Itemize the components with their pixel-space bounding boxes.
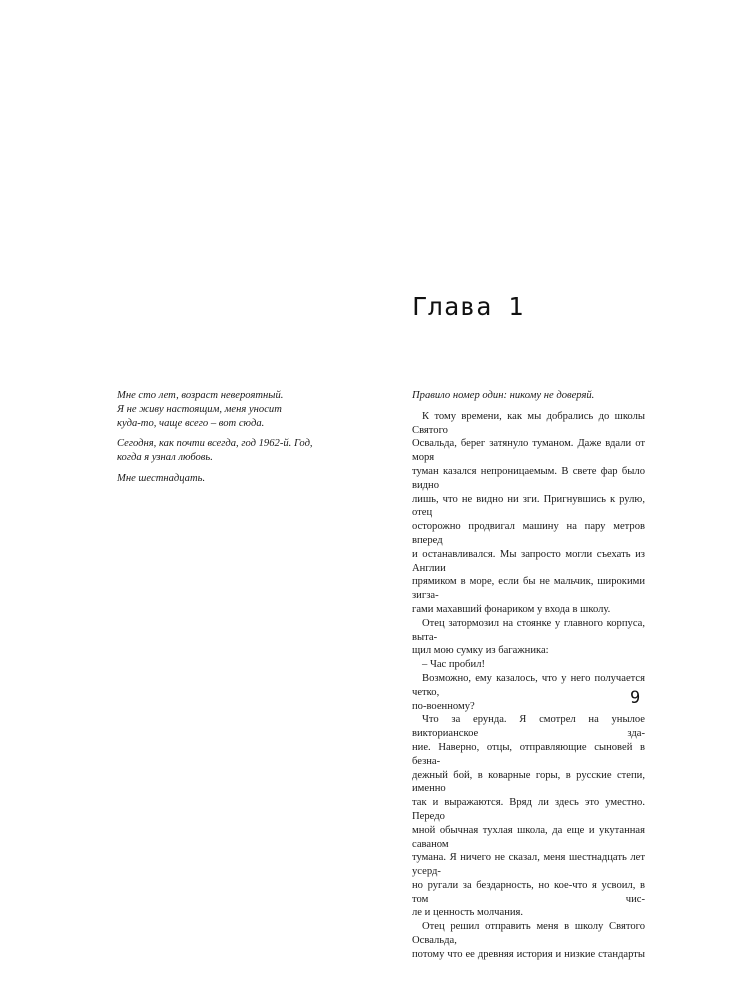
body-paragraph (412, 410, 645, 617)
right-column-body (412, 389, 645, 962)
text-line: потому что ее древняя история и низкие стандарты (412, 948, 645, 960)
text-line: мной обычная тухлая школа, да еще и укутанная саваном (412, 824, 645, 850)
text-line: прямиком в море, если бы не мальчик, широкими зигза- (412, 576, 645, 602)
text-line: ние. Наверно, отцы, отправляющие сыновей в безна- (412, 741, 645, 767)
body-paragraph (412, 920, 645, 961)
text-line: по-военному? (412, 700, 475, 712)
text-line: Мне шестнадцать. (117, 472, 206, 484)
intro-paragraph (117, 437, 332, 465)
body-paragraph (412, 658, 645, 672)
epigraph: Правило номер один: никому не доверяй. (412, 390, 595, 401)
left-column-intro (117, 389, 332, 493)
text-line: Мне сто лет, возраст невероятный. (117, 390, 284, 401)
text-line: но ругали за бездарность, но кое-что я усвоил, в том чис- (412, 879, 645, 905)
text-line: тумана. Я ничего не сказал, меня шестнадцать лет усерд- (412, 852, 645, 878)
text-line: когда я узнал любовь. (117, 452, 213, 464)
text-line: и останавливался. Мы запросто могли съехать из Англии (412, 548, 645, 574)
text-line: лишь, что не видно ни зги. Пригнувшись к рулю, отец (412, 493, 645, 519)
text-line: дежный бой, в коварные горы, в русские степи, именно (412, 769, 645, 795)
text-line: Отец решил отправить меня в школу Святого Освальда, (412, 921, 645, 947)
text-line: Я не живу настоящим, меня уносит (117, 403, 282, 415)
text-line: ле и ценность молчания. (412, 907, 524, 919)
intro-paragraph (117, 472, 332, 486)
body-paragraph (412, 617, 645, 658)
text-line: Возможно, ему казалось, что у него получается четко, (412, 672, 645, 698)
text-line: гами махавший фонариком у входа в школу. (412, 603, 611, 615)
page-number: 9 (630, 688, 641, 708)
text-line: – Час пробил! (422, 659, 486, 671)
text-line: Что за ерунда. Я смотрел на унылое викторианское зда- (412, 714, 645, 740)
text-line: туман казался непроницаемым. В свете фар было видно (412, 465, 645, 491)
text-line: К тому времени, как мы добрались до школы Святого (412, 410, 645, 436)
chapter-title: Глава 1 (412, 292, 525, 321)
text-line: Отец затормозил на стоянке у главного корпуса, выта- (412, 617, 645, 643)
chapter-body (412, 410, 645, 962)
text-line: осторожно продвигал машину на пару метров вперед (412, 521, 645, 546)
body-paragraph (412, 713, 645, 920)
text-line: так и выражаются. Вряд ли здесь это уместно. Передо (412, 797, 645, 822)
text-line: Сегодня, как почти всегда, год 1962-й. Год, (117, 438, 313, 450)
intro-paragraph (117, 389, 332, 430)
body-paragraph (412, 672, 645, 713)
text-line: щил мою сумку из багажника: (412, 645, 549, 657)
text-line: куда-то, чаще всего – вот сюда. (117, 417, 265, 429)
text-line: Освальда, берег затянуло туманом. Даже вдали от моря (412, 438, 645, 464)
